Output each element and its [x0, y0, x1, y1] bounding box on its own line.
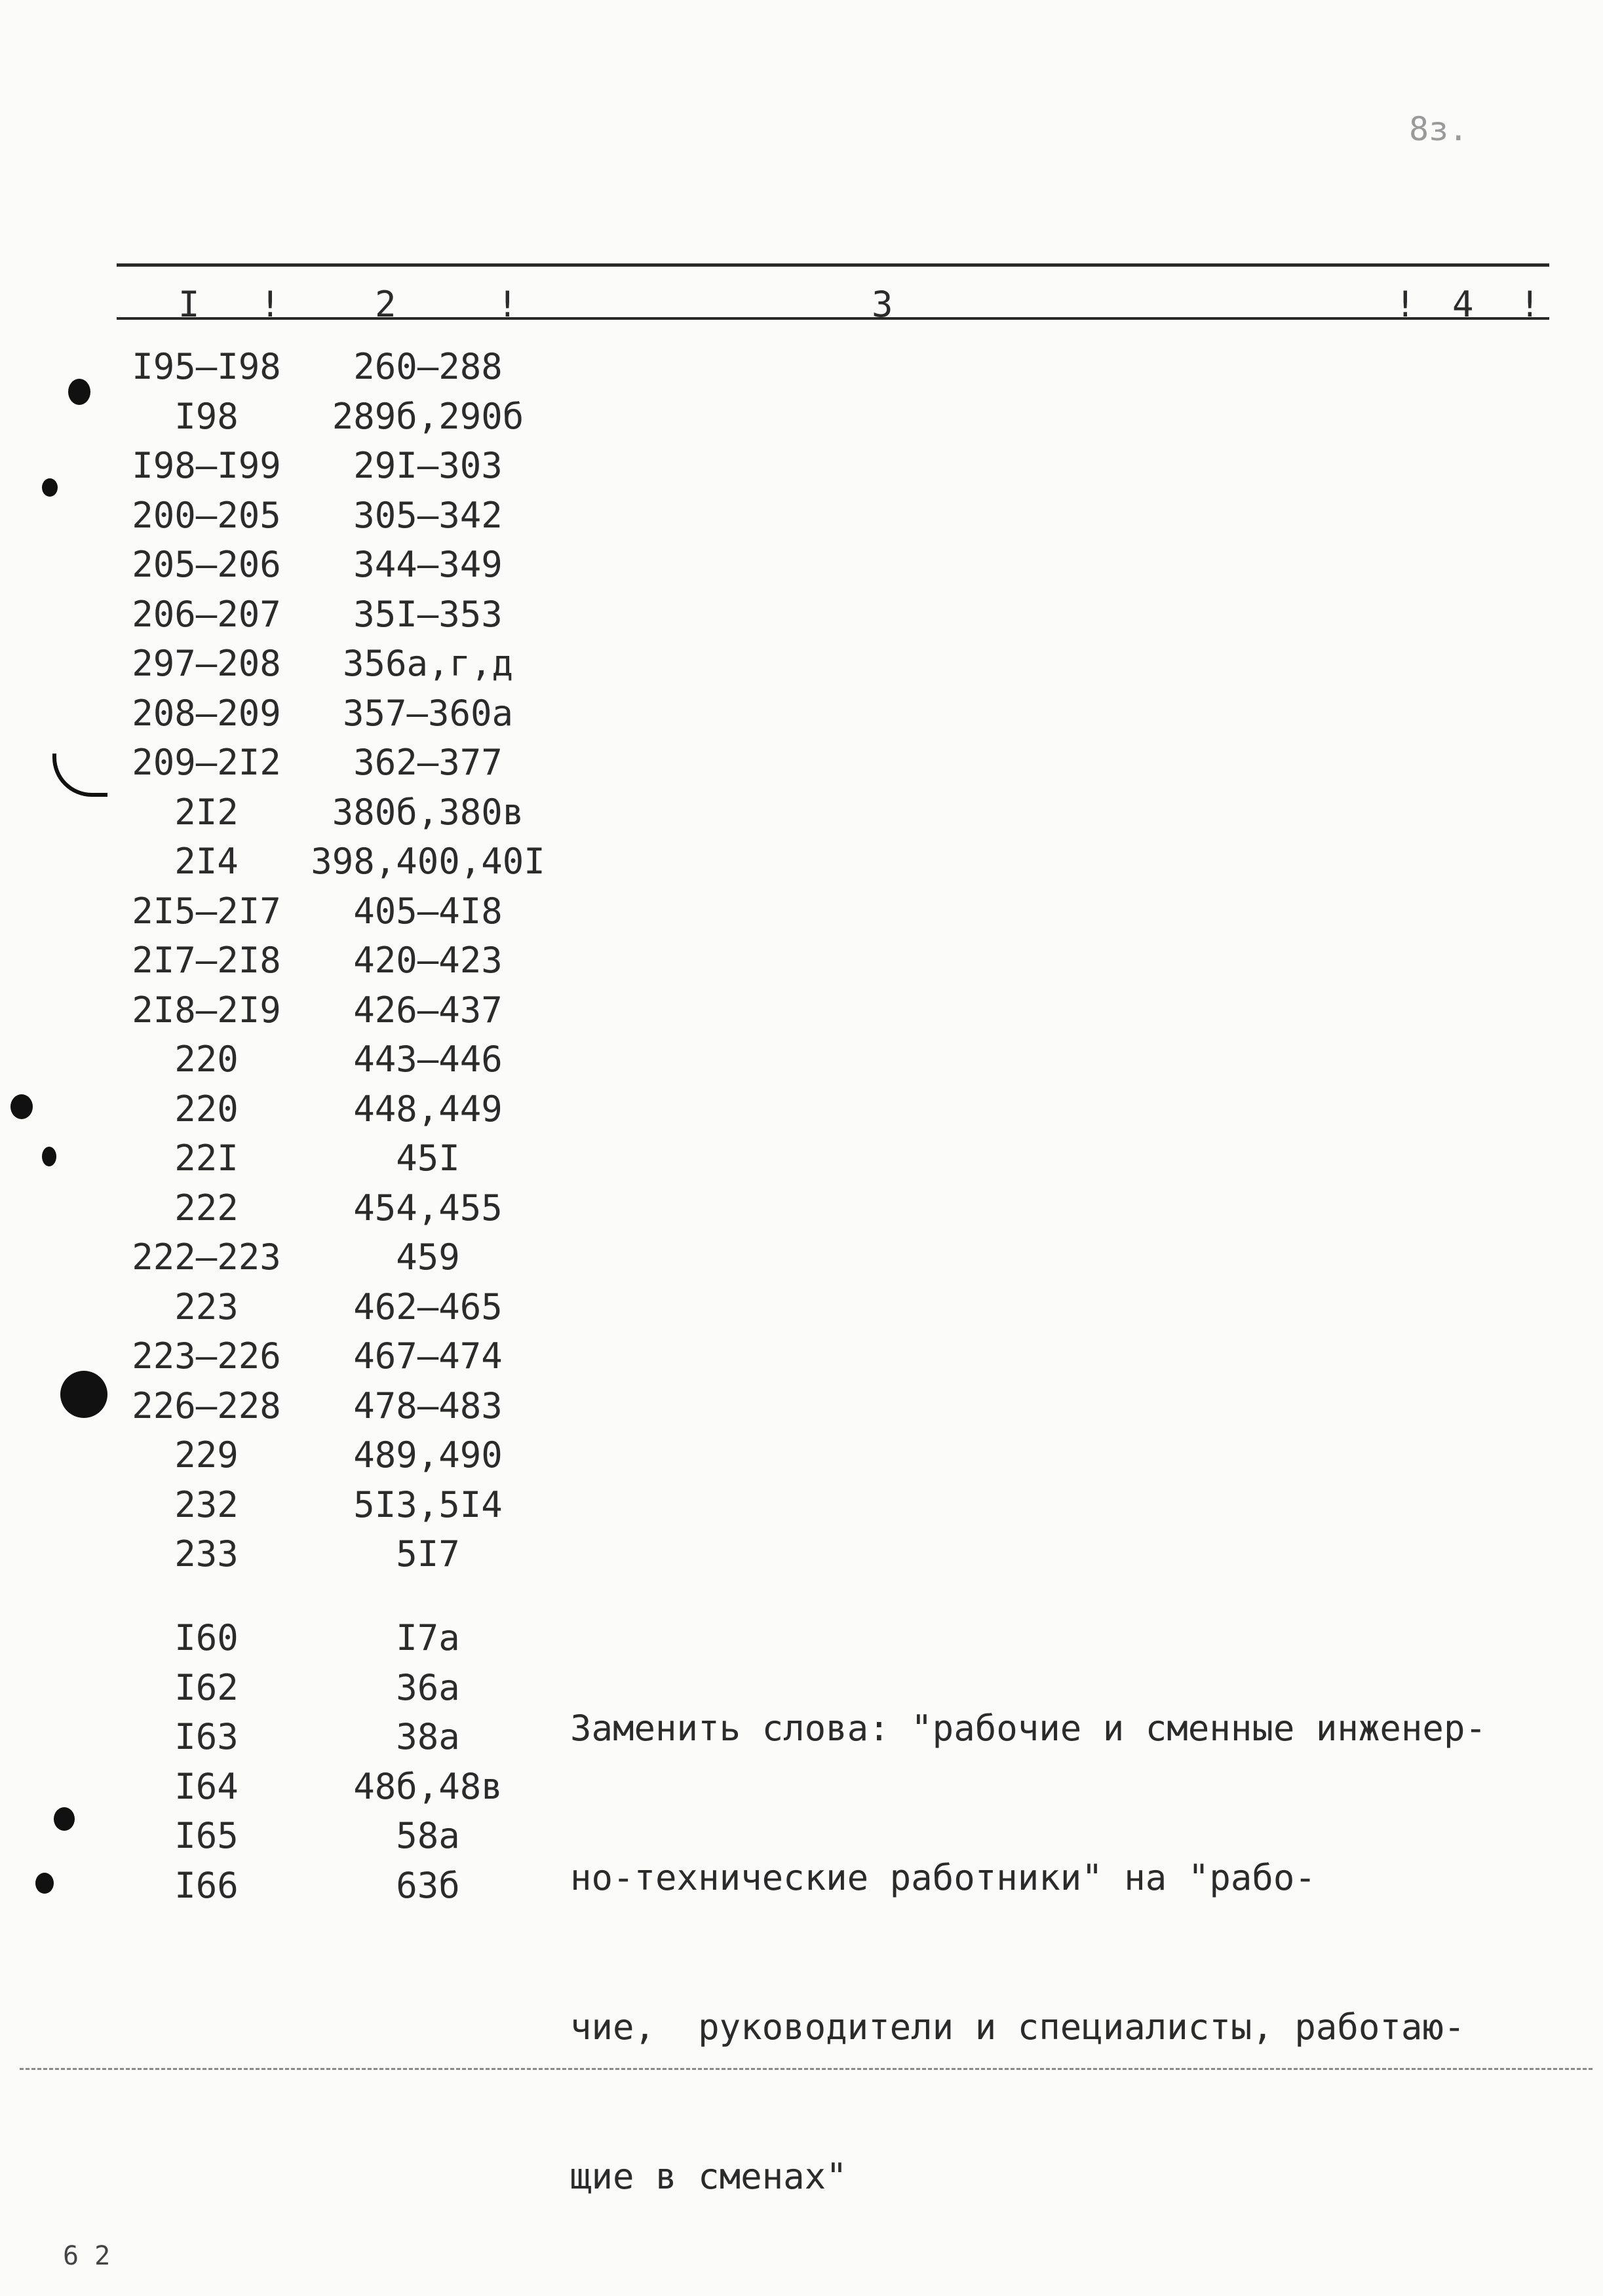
header-sep-1: ! [260, 284, 281, 325]
cell-col-1: 222 [174, 1187, 239, 1229]
cell-col-1: 209–2I2 [132, 742, 281, 783]
cell-col-1: 2I5–2I7 [132, 890, 281, 932]
cell-col-2: 467–474 [353, 1335, 503, 1377]
punch-hole [60, 1371, 107, 1418]
cell-col-2: 478–483 [353, 1385, 503, 1426]
header-col-1: I [178, 284, 200, 325]
cell-col-1: I98–I99 [132, 445, 281, 486]
cell-col-1: 2I7–2I8 [132, 940, 281, 981]
cell-col-2: 344–349 [353, 544, 503, 585]
cell-col-1: I60 [174, 1617, 239, 1658]
cell-col-2: 405–4I8 [353, 890, 503, 932]
cell-col-2: 48б,48в [353, 1765, 503, 1807]
table-header-rule [117, 317, 1549, 320]
cell-col-1: 220 [174, 1088, 239, 1130]
punch-hole-mark [42, 1147, 56, 1166]
cell-col-1: I63 [174, 1716, 239, 1757]
cell-col-1: 2I8–2I9 [132, 989, 281, 1031]
cell-col-1: 22I [174, 1138, 239, 1179]
cell-col-1: I65 [174, 1815, 239, 1856]
cell-col-1: I66 [174, 1864, 239, 1906]
punch-hole-mark [54, 1807, 75, 1831]
cell-col-2: 459 [396, 1236, 460, 1278]
header-col-2: 2 [375, 284, 396, 325]
header-sep-3: ! [1395, 284, 1416, 325]
table-top-rule [117, 263, 1549, 267]
punch-hole-mark [35, 1873, 54, 1894]
cell-col-2: 35I–353 [353, 593, 503, 635]
note-line: но-технические работники" на "рабо- [570, 1857, 1316, 1898]
cell-col-1: 208–209 [132, 692, 281, 734]
cell-col-2: 260–288 [353, 346, 503, 387]
cell-col-2: 380б,380в [332, 791, 524, 833]
cell-col-1: I98 [174, 395, 239, 437]
cell-col-2: 489,490 [353, 1434, 503, 1476]
cell-col-2: I7а [396, 1617, 460, 1658]
note-line: щие в сменах" [570, 2156, 847, 2197]
cell-col-2: 45I [396, 1138, 460, 1179]
cell-col-1: 2I4 [174, 841, 239, 882]
cell-col-2: 448,449 [353, 1088, 503, 1130]
header-col-3: 3 [872, 284, 893, 325]
cell-col-1: I64 [174, 1765, 239, 1807]
note-line: Заменить слова: "рабочие и сменные инженер- [570, 1708, 1486, 1749]
page-number: 8з. [1409, 110, 1469, 148]
punch-hole-mark [68, 379, 90, 405]
cell-col-1: 297–208 [132, 643, 281, 684]
cell-col-1: I95–I98 [132, 346, 281, 387]
header-col-4: 4 [1452, 284, 1474, 325]
header-sep-4: ! [1519, 284, 1541, 325]
cell-col-2: 36а [396, 1666, 460, 1708]
cell-col-1: 222–223 [132, 1236, 281, 1278]
amendment-note [570, 1604, 1486, 2251]
cell-col-1: 206–207 [132, 593, 281, 635]
cell-col-1: 223 [174, 1286, 239, 1328]
cell-col-2: 356а,г,д [342, 643, 514, 684]
cell-col-1: 226–228 [132, 1385, 281, 1426]
cell-col-1: 233 [174, 1533, 239, 1575]
cell-col-1: 223–226 [132, 1335, 281, 1377]
cell-col-2: 63б [396, 1864, 460, 1906]
bottom-dashed-rule [20, 2068, 1593, 2070]
header-sep-2: ! [497, 284, 518, 325]
cell-col-1: I62 [174, 1666, 239, 1708]
punch-hole-mark [10, 1094, 33, 1119]
cell-col-2: 420–423 [353, 940, 503, 981]
corner-handwritten-mark: 6 2 [63, 2241, 111, 2271]
cell-col-2: 38а [396, 1716, 460, 1757]
punch-hole-mark [42, 478, 58, 497]
cell-col-1: 220 [174, 1039, 239, 1080]
cell-col-1: 2I2 [174, 791, 239, 833]
cell-col-2: 5I7 [396, 1533, 460, 1575]
cell-col-2: 305–342 [353, 494, 503, 536]
cell-col-1: 229 [174, 1434, 239, 1476]
cell-col-2: 357–360а [342, 692, 514, 734]
cell-col-2: 5I3,5I4 [353, 1483, 503, 1525]
cell-col-1: 232 [174, 1483, 239, 1525]
cell-col-1: 205–206 [132, 544, 281, 585]
cell-col-2: 426–437 [353, 989, 503, 1031]
cell-col-2: 58а [396, 1815, 460, 1856]
cell-col-2: 454,455 [353, 1187, 503, 1229]
curved-ink-mark [52, 754, 107, 797]
cell-col-2: 289б,290б [332, 395, 524, 437]
cell-col-2: 462–465 [353, 1286, 503, 1328]
cell-col-2: 29I–303 [353, 445, 503, 486]
cell-col-2: 362–377 [353, 742, 503, 783]
note-line: чие, руководители и специалисты, работаю- [570, 2006, 1465, 2048]
cell-col-2: 443–446 [353, 1039, 503, 1080]
cell-col-1: 200–205 [132, 494, 281, 536]
cell-col-2: 398,400,40I [311, 841, 545, 882]
